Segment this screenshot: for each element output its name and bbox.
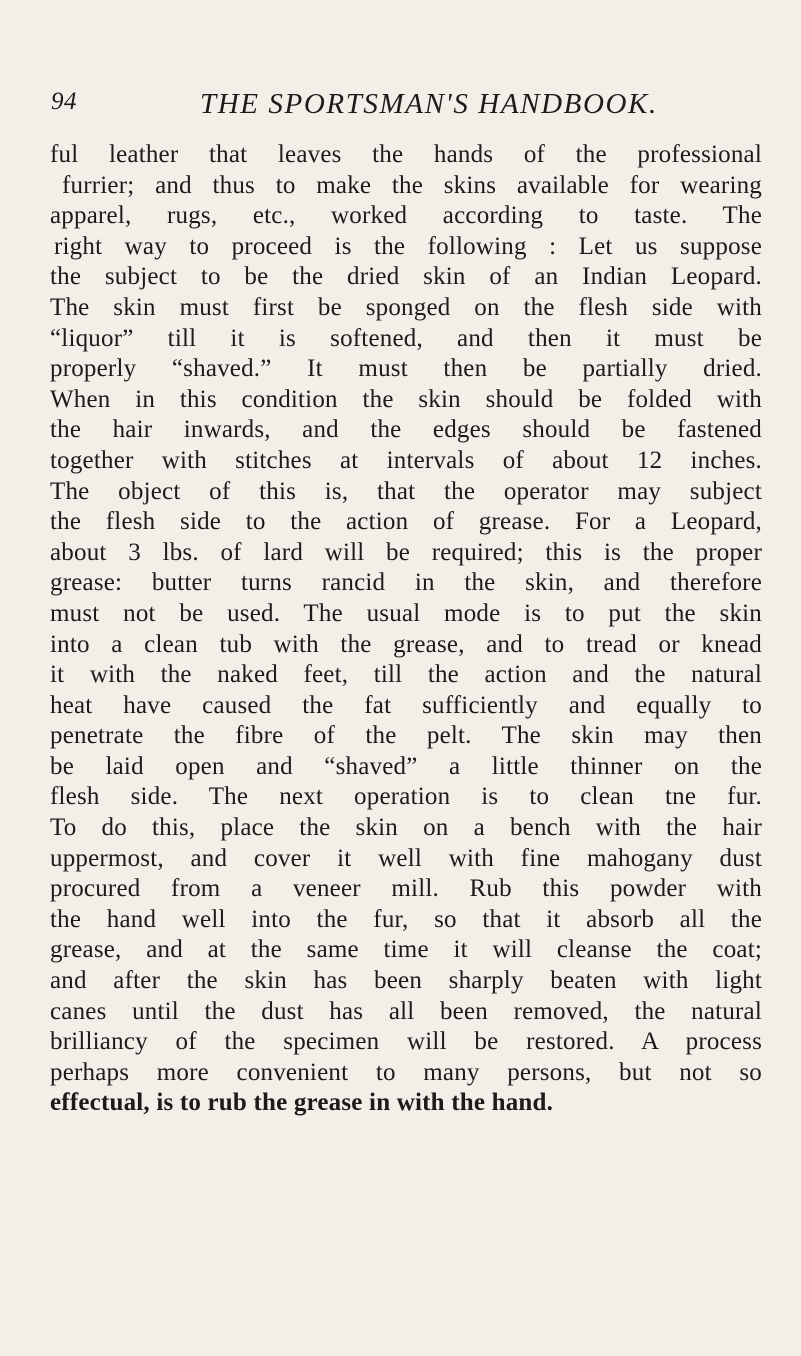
text-line: the subject to be the dried skin of an Indian Leopard. [50, 263, 762, 291]
text-line: To do this, place the skin on a bench with the hair [50, 814, 762, 842]
text-line: procured from a veneer mill. Rub this powder with [50, 875, 762, 903]
text-line: together with stitches at intervals of about 12 inches. [50, 446, 762, 474]
running-head: THE SPORTSMAN'S HANDBOOK. [200, 88, 658, 120]
text-line: effectual, is to rub the grease in with the hand. [50, 1089, 554, 1117]
text-line: the hand well into the fur, so that it absorb all the [50, 905, 762, 933]
text-line: be laid open and “shaved” a little thinner on the [50, 752, 762, 780]
text-line: the hair inwards, and the edges should be fastened [50, 416, 762, 444]
text-line: right way to proceed is the following : Let us suppose [54, 232, 762, 260]
page-header [0, 88, 801, 128]
text-line: ful leather that leaves the hands of the professional [50, 141, 762, 168]
text-line: the flesh side to the action of grease. For a Leopard, [50, 508, 762, 536]
text-line: and after the skin has been sharply beaten with light [50, 967, 762, 995]
text-line: must not be used. The usual mode is to put the skin [50, 599, 762, 627]
text-line: The skin must first be sponged on the flesh side with [50, 293, 762, 321]
text-line: canes until the dust has all been removed, the natural [50, 997, 762, 1025]
body-text [50, 140, 762, 1119]
text-line: “liquor” till it is softened, and then it must be [50, 324, 762, 352]
text-line: perhaps more convenient to many persons, but not so [50, 1058, 762, 1086]
text-line: grease: butter turns rancid in the skin, and therefore [50, 569, 762, 597]
text-line: The object of this is, that the operator may subject [50, 477, 762, 505]
text-line: into a clean tub with the grease, and to tread or knead [50, 630, 762, 658]
text-line: it with the naked feet, till the action and the natural [50, 661, 762, 689]
text-line: penetrate the fibre of the pelt. The skin may then [50, 722, 762, 750]
text-line: about 3 lbs. of lard will be required; this is the proper [50, 538, 762, 566]
text-line: furrier; and thus to make the skins available for wearing [62, 171, 762, 199]
text-line: uppermost, and cover it well with fine mahogany dust [50, 844, 762, 872]
text-line: apparel, rugs, etc., worked according to taste. The [50, 202, 762, 230]
page-number: 94 [51, 88, 77, 115]
text-line: heat have caused the fat sufficiently and equally to [50, 691, 762, 719]
text-line: grease, and at the same time it will cleanse the coat; [50, 936, 762, 964]
text-line: brilliancy of the specimen will be restored. A process [50, 1028, 762, 1056]
text-line: flesh side. The next operation is to clean tne fur. [50, 783, 762, 811]
text-line: When in this condition the skin should be folded with [50, 385, 762, 413]
text-line: properly “shaved.” It must then be partially dried. [50, 355, 762, 383]
